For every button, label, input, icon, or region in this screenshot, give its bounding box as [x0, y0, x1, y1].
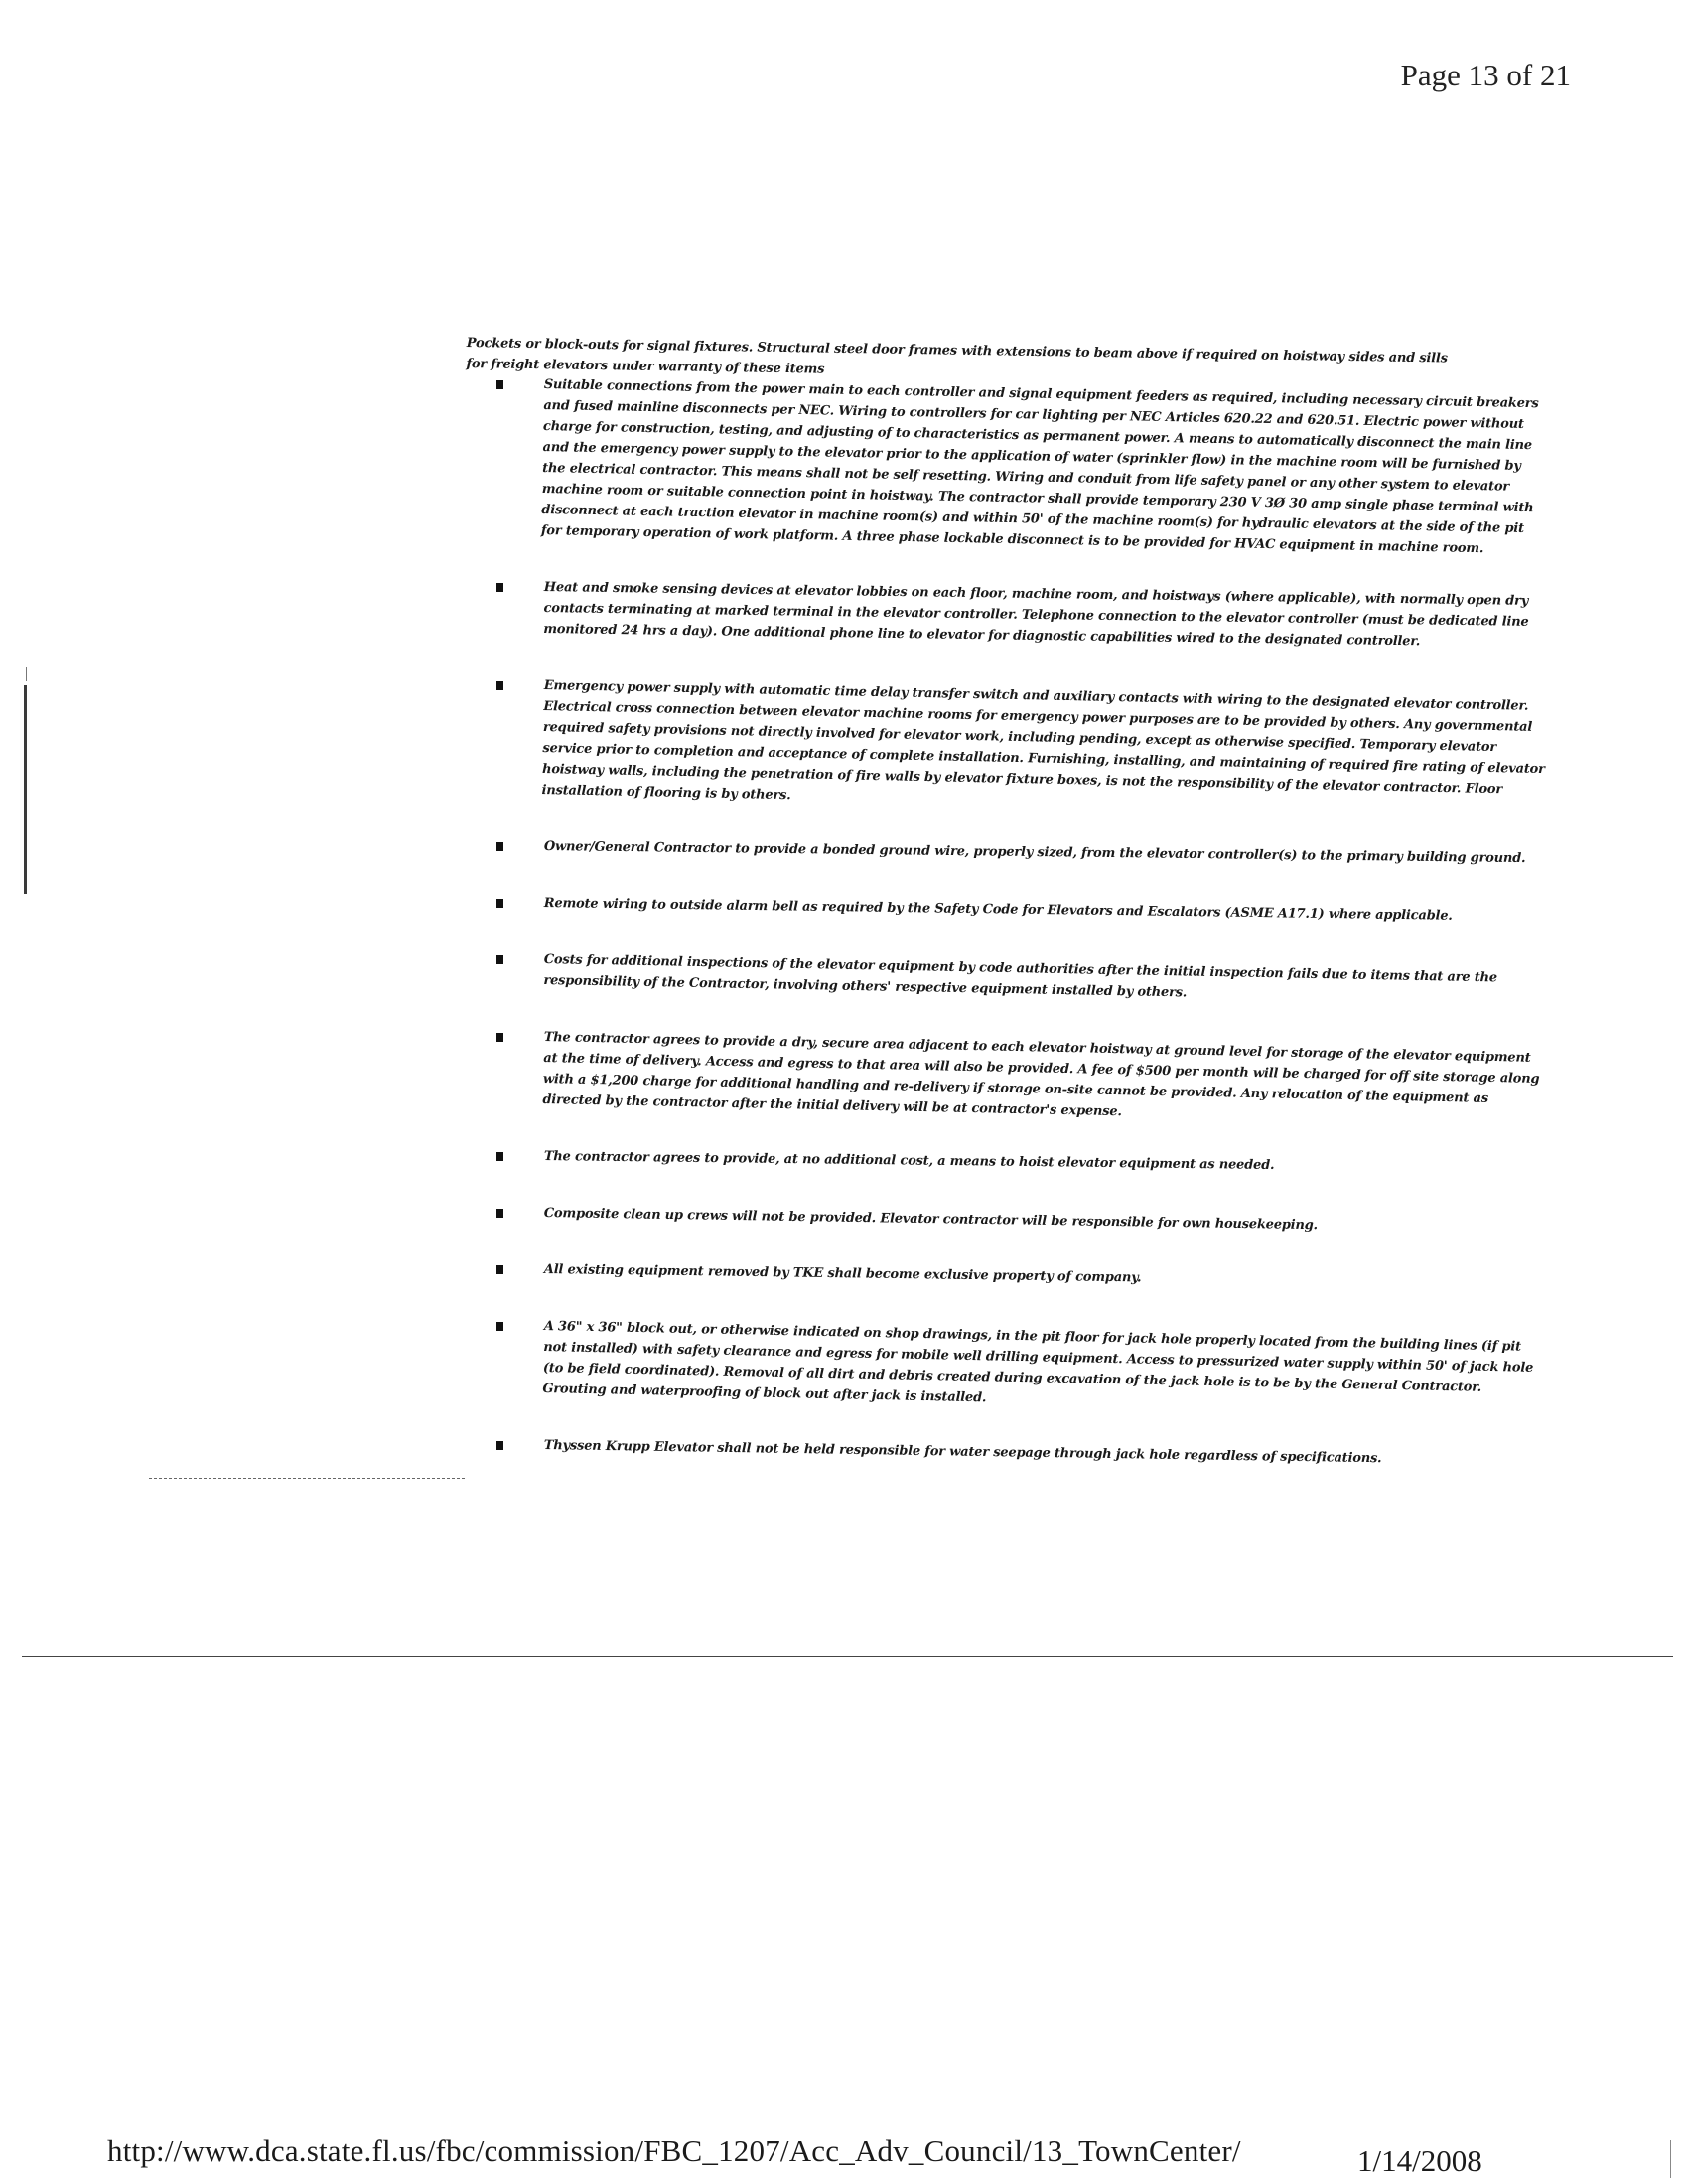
footer-date: 1/14/2008	[1357, 2143, 1482, 2178]
list-item	[467, 1146, 1547, 1173]
list-item	[467, 374, 1547, 557]
intro-paragraph: Pockets or block-outs for signal fixtures. Structural steel door frames with extensions to beam above if required on hoistway sides and sills for freight elevators under warranty of these items	[466, 335, 1448, 377]
page-divider	[22, 1656, 1673, 1657]
bullet-icon	[496, 583, 503, 592]
list-item	[467, 1435, 1547, 1467]
bullet-icon	[496, 681, 503, 690]
footer-url: http://www.dca.state.fl.us/fbc/commission/FBC_1207/Acc_Adv_Council/13_TownCenter/	[107, 2133, 1241, 2168]
list-item	[467, 836, 1547, 867]
list-item	[467, 675, 1547, 801]
scan-artifact-tick	[26, 667, 27, 681]
list-item-text: Suitable connections from the power main to each controller and signal equipment feeders as required, including necessary circuit breakers and fused mainline disconnects per NEC. Wiring to controllers for car lighting per NEC Articles 620.22 and 620.51. Electric power without charge for construction, testing, and adjusting of to characteristics as permanent power. A means to automatically disconnect the main line and the emergency power supply to the elevator prior to the application of water (sprinkler flow) in the machine room will be furnished by the electrical contractor. This means shall not be self resetting. Wiring and conduit from life safety panel or any other system to elevator machine room or suitable connection point in hoistway. The contractor shall provide temporary 230 V 3Ø 30 amp single phase terminal with disconnect at each traction elevator in machine room(s) and within 50' of the machine room(s) for hydraulic elevators at the side of the pit for temporary operation of work platform. A three phase lockable disconnect is to be provided for HVAC equipment in machine room.	[540, 376, 1539, 557]
list-item-text: The contractor agrees to provide, at no additional cost, a means to hoist elevator equipment as needed.	[543, 1148, 1275, 1173]
list-item	[467, 1027, 1547, 1120]
list-item-text: Costs for additional inspections of the elevator equipment by code authorities after the initial inspection fails due to items that are the responsibility of the Contractor, involving others' respective equipment installed by others.	[543, 951, 1498, 1001]
bullet-icon	[496, 1322, 503, 1331]
bullet-icon	[496, 1209, 503, 1218]
list-item-text: Owner/General Contractor to provide a bonded ground wire, properly sized, from the elevator controller(s) to the primary building ground.	[543, 838, 1526, 867]
list-item-text: Emergency power supply with automatic time delay transfer switch and auxiliary contacts with wiring to the designated elevator controller. Electrical cross connection between elevator machine rooms for emergency power purposes are to be provided by others. Any governmental required safety provisions not directly involved for elevator work, including pending, except as otherwise specified. Temporary elevator service prior to completion and acceptance of complete installation. Furnishing, installing, and maintaining of required fire rating of elevator hoistway walls, including the penetration of fire walls by elevator fixture boxes, is not the responsibility of the elevator contractor. Floor installation of flooring is by others.	[541, 677, 1545, 803]
list-item-text: Thyssen Krupp Elevator shall not be held responsible for water seepage through jack hole regardless of specifications.	[543, 1437, 1382, 1467]
bullet-icon	[496, 380, 503, 389]
bullet-icon	[496, 955, 503, 964]
page-number: Page 13 of 21	[1400, 58, 1571, 92]
list-item-text: All existing equipment removed by TKE shall become exclusive property of company.	[543, 1261, 1142, 1286]
list-item-text: Remote wiring to outside alarm bell as required by the Safety Code for Elevators and Escalators (ASME A17.1) where applicable.	[543, 895, 1453, 924]
bullet-icon	[496, 1441, 503, 1450]
list-item	[467, 949, 1547, 1001]
list-item-text: The contractor agrees to provide a dry, secure area adjacent to each elevator hoistway at ground level for storage of the elevator equipment at the time of delivery. Access and egress to that area will also be provided. A fee of $500 per month will be charged for off site storage along with a $1,200 charge for additional handling and re-delivery if storage on-site cannot be provided. Any relocation of the equipment as directed by the contractor after the initial delivery will be at contractor's expense.	[542, 1029, 1540, 1120]
list-item-text: Heat and smoke sensing devices at elevator lobbies on each floor, machine room, and hoistways (where applicable), with normally open dry contacts terminating at marked terminal in the elevator controller. Telephone connection to the elevator controller (must be dedicated line monitored 24 hrs a day). One additional phone line to elevator for diagnostic capabilities wired to the designated controller.	[543, 579, 1529, 650]
scan-artifact-dashes	[149, 1478, 465, 1479]
list-item-text: A 36" x 36" block out, or otherwise indicated on shop drawings, in the pit floor for jack hole properly located from the building lines (if pit not installed) with safety clearance and egress for mobile well drilling equipment. Access to pressurized water supply within 50' of jack hole (to be field coordinated). Removal of all dirt and debris created during excavation of the jack hole is to be by the General Contractor. Grouting and waterproofing of block out after jack is installed.	[542, 1318, 1534, 1406]
list-item	[467, 1316, 1547, 1406]
bullet-icon	[496, 1152, 503, 1161]
list-item	[467, 1203, 1547, 1234]
bullet-icon	[496, 842, 503, 851]
document-body	[467, 333, 1569, 1492]
bullet-icon	[496, 1265, 503, 1274]
list-item	[467, 577, 1547, 650]
list-item	[467, 1259, 1547, 1286]
list-item	[467, 893, 1547, 924]
list-item-text: Composite clean up crews will not be provided. Elevator contractor will be responsible for own housekeeping.	[543, 1205, 1319, 1234]
scan-artifact-edge	[1670, 2140, 1671, 2178]
scan-artifact-line	[24, 685, 27, 894]
bullet-icon	[496, 899, 503, 908]
bullet-icon	[496, 1033, 503, 1042]
